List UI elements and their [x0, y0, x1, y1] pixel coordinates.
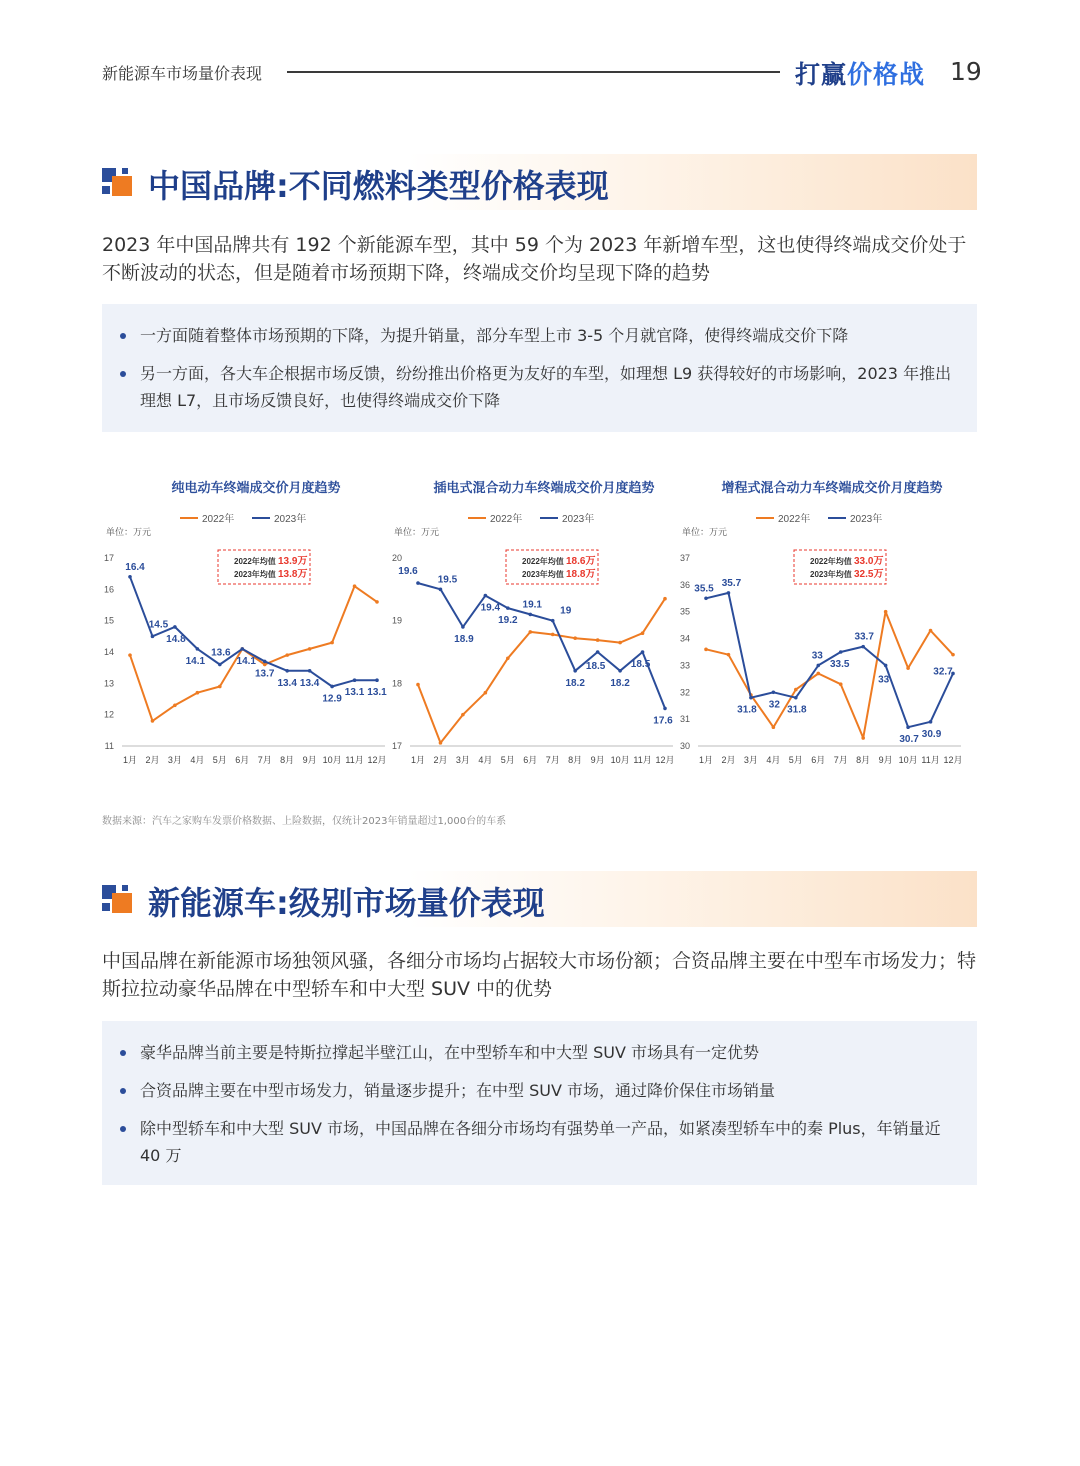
data-point-2023 [596, 650, 600, 654]
x-tick-label: 9月 [590, 755, 605, 765]
data-point-2022 [263, 663, 267, 667]
data-label-2023: 35.7 [721, 577, 742, 589]
x-tick-label: 7月 [257, 755, 272, 765]
data-point-2023 [906, 725, 910, 729]
brand-part1: 打赢 [795, 60, 848, 89]
data-label-2023: 14.5 [148, 619, 169, 631]
y-tick-label: 30 [679, 741, 690, 751]
bullet-item: 除中型轿车和中大型 SUV 市场，中国品牌在各细分市场均有强势单一产品，如紧凑型轿车中的秦 Plus，年销量近 40 万 [120, 1115, 960, 1169]
y-tick-label: 20 [391, 553, 402, 563]
data-point-2022 [573, 636, 577, 640]
data-point-2023 [330, 685, 334, 689]
x-tick-label: 2月 [145, 755, 160, 765]
bullet-item: 豪华品牌当前主要是特斯拉撑起半壁江山，在中型轿车和中大型 SUV 市场具有一定优势 [120, 1039, 960, 1066]
series-line-2022 [418, 599, 665, 743]
x-tick-label: 10月 [610, 755, 630, 765]
data-label-2023: 33.7 [854, 631, 874, 643]
average-label-2022: 2022年均值 [234, 557, 276, 566]
data-point-2023 [704, 596, 708, 600]
x-tick-label: 12月 [655, 755, 675, 765]
data-point-2022 [353, 584, 357, 588]
x-tick-label: 6月 [811, 755, 826, 765]
data-point-2022 [884, 610, 888, 614]
data-point-2022 [528, 630, 532, 634]
data-point-2022 [506, 656, 510, 660]
data-point-2023 [884, 664, 888, 668]
x-tick-label: 9月 [302, 755, 317, 765]
data-point-2023 [461, 625, 465, 629]
y-tick-label: 11 [104, 741, 114, 751]
average-label-2023: 2023年均值 [522, 570, 564, 579]
data-label-2023: 14.1 [236, 655, 257, 667]
data-point-2023 [929, 720, 933, 724]
section1-icon [102, 168, 132, 196]
average-label-2022: 2022年均值 [810, 557, 852, 566]
y-tick-label: 16 [103, 584, 114, 595]
data-point-2022 [929, 629, 933, 633]
y-tick-label: 35 [679, 606, 690, 617]
data-point-2022 [772, 725, 776, 729]
data-label-2023: 14.1 [185, 655, 206, 667]
x-tick-label: 3月 [455, 755, 470, 765]
data-label-2023: 30.9 [921, 728, 942, 740]
brand-part2: 价格战 [847, 60, 926, 89]
section2-icon [102, 885, 132, 913]
y-tick-label: 14 [103, 647, 114, 657]
chart-title: 增程式混合动力车终端成交价月度趋势 [721, 480, 943, 495]
data-point-2023 [772, 690, 776, 694]
data-point-2022 [416, 683, 420, 687]
data-point-2022 [727, 653, 731, 657]
legend-label-2023: 2023年 [274, 514, 307, 525]
average-value-2023: 32.5万 [854, 569, 884, 580]
data-point-2023 [573, 669, 577, 673]
data-point-2023 [506, 606, 510, 610]
data-label-2023: 13.6 [211, 647, 231, 659]
data-point-2023 [218, 663, 222, 667]
section1-title: 中国品牌:不同燃料类型价格表现 [148, 167, 609, 205]
data-point-2022 [196, 691, 200, 695]
data-label-2023: 32.7 [933, 666, 953, 678]
data-point-2022 [330, 641, 334, 645]
brand-logo [795, 55, 925, 91]
data-point-2023 [816, 664, 820, 668]
data-label-2023: 13.1 [344, 687, 365, 699]
unit-label: 单位：万元 [394, 527, 440, 537]
x-tick-label: 7月 [545, 755, 560, 765]
data-point-2023 [727, 591, 731, 595]
x-tick-label: 6月 [235, 755, 250, 765]
data-label-2023: 19.6 [398, 566, 418, 578]
x-tick-label: 6月 [523, 755, 538, 765]
section2-title: 新能源车:级别市场量价表现 [148, 884, 545, 922]
section1-paragraph: 2023 年中国品牌共有 192 个新能源车型，其中 59 个为 2023 年新增车型，这也使得终端成交价处于不断波动的状态，但是随着市场预期下降，终端成交价均呈现下降的趋势 [102, 234, 967, 284]
data-point-2023 [861, 645, 865, 649]
data-label-2023: 33 [811, 650, 823, 662]
x-tick-label: 4月 [478, 755, 493, 765]
data-label-2023: 18.5 [585, 661, 606, 672]
data-point-2023 [618, 669, 622, 673]
data-point-2022 [618, 641, 622, 645]
data-point-2022 [173, 703, 177, 707]
unit-label: 单位：万元 [106, 527, 152, 537]
y-tick-label: 31 [679, 714, 690, 725]
page-number: 19 [950, 57, 982, 86]
data-point-2022 [128, 653, 132, 657]
y-tick-label: 37 [679, 553, 690, 563]
y-tick-label: 12 [103, 709, 114, 720]
data-point-2022 [375, 600, 379, 604]
data-label-2023: 18.2 [565, 677, 585, 689]
y-tick-label: 18 [391, 678, 402, 689]
x-tick-label: 2月 [433, 755, 448, 765]
data-point-2022 [861, 736, 865, 740]
series-line-2023 [130, 577, 377, 687]
data-point-2023 [439, 588, 443, 592]
unit-label: 单位：万元 [682, 527, 728, 537]
data-label-2023: 19.4 [480, 602, 501, 614]
data-point-2023 [663, 707, 667, 711]
chart-title: 纯电动车终端成交价月度趋势 [171, 480, 341, 495]
data-point-2023 [551, 619, 555, 623]
data-point-2022 [285, 653, 289, 657]
x-tick-label: 3月 [743, 755, 758, 765]
chart-title: 插电式混合动力车终端成交价月度趋势 [433, 480, 655, 495]
average-label-2023: 2023年均值 [810, 570, 852, 579]
data-label-2023: 14.8 [166, 633, 186, 645]
x-tick-label: 11月 [345, 755, 364, 765]
data-label-2023: 32 [768, 699, 780, 711]
data-point-2023 [484, 594, 488, 598]
data-label-2023: 12.9 [322, 693, 342, 705]
data-point-2023 [128, 575, 132, 579]
data-label-2023: 17.6 [653, 715, 673, 727]
x-tick-label: 5月 [500, 755, 515, 765]
data-point-2023 [749, 696, 753, 700]
data-point-2023 [263, 660, 267, 664]
x-tick-label: 7月 [833, 755, 848, 765]
data-point-2022 [484, 691, 488, 695]
y-tick-label: 32 [679, 687, 690, 698]
x-tick-label: 10月 [898, 755, 918, 765]
x-tick-label: 5月 [212, 755, 227, 765]
bullet-item: 另一方面，各大车企根据市场反馈，纷纷推出价格更为友好的车型，如理想 L9 获得较好的市场影响，2023 年推出理想 L7，且市场反馈良好，也使得终端成交价下降 [120, 360, 960, 414]
series-line-2022 [706, 612, 953, 738]
x-tick-label: 8月 [856, 755, 871, 765]
data-point-2023 [151, 635, 155, 639]
x-tick-label: 1月 [122, 755, 138, 765]
y-tick-label: 17 [103, 553, 114, 563]
y-tick-label: 17 [391, 741, 402, 751]
data-label-2023: 19 [560, 605, 572, 617]
source-note: 数据来源：汽车之家购车发票价格数据、上险数据，仅统计2023年销量超过1,000台的车系 [102, 816, 507, 827]
average-value-2022: 18.6万 [566, 556, 596, 567]
data-point-2023 [416, 581, 420, 585]
x-tick-label: 4月 [190, 755, 205, 765]
data-point-2022 [951, 653, 955, 657]
data-label-2023: 13.4 [299, 677, 320, 689]
data-label-2023: 18.9 [454, 633, 474, 645]
data-label-2023: 30.7 [899, 734, 919, 746]
average-label-2023: 2023年均值 [234, 570, 276, 579]
data-point-2022 [461, 713, 465, 717]
bullet-item: 合资品牌主要在中型市场发力，销量逐步提升；在中型 SUV 市场，通过降价保住市场销量 [120, 1077, 960, 1104]
data-label-2023: 31.8 [737, 704, 757, 716]
average-value-2023: 13.8万 [278, 569, 308, 580]
data-point-2023 [641, 650, 645, 654]
legend-label-2022: 2022年 [778, 514, 811, 525]
average-label-2022: 2022年均值 [522, 557, 564, 566]
y-tick-label: 34 [679, 633, 690, 644]
header-divider [287, 71, 780, 73]
price-trend-charts [102, 470, 982, 780]
data-point-2023 [285, 669, 289, 673]
y-tick-label: 15 [103, 615, 114, 626]
data-point-2022 [816, 672, 820, 676]
data-point-2023 [173, 625, 177, 629]
x-tick-label: 9月 [878, 755, 893, 765]
header-title: 新能源车市场量价表现 [102, 64, 263, 83]
data-label-2023: 33 [878, 674, 890, 686]
section1-bullet-box [102, 304, 977, 432]
data-point-2023 [528, 613, 532, 617]
data-label-2023: 33.5 [829, 659, 850, 670]
section2-paragraph: 中国品牌在新能源市场独领风骚，各细分市场均占据较大市场份额；合资品牌主要在中型车市场发力；特斯拉拉动豪华品牌在中型轿车和中大型 SUV 中的优势 [102, 950, 977, 1000]
data-point-2022 [663, 597, 667, 601]
x-tick-label: 3月 [167, 755, 182, 765]
x-tick-label: 10月 [322, 755, 342, 765]
x-tick-label: 1月 [698, 755, 714, 765]
legend-label-2023: 2023年 [562, 514, 595, 525]
data-label-2023: 18.2 [610, 677, 630, 689]
data-point-2023 [240, 647, 244, 651]
x-tick-label: 12月 [367, 755, 387, 765]
data-point-2022 [794, 688, 798, 692]
x-tick-label: 8月 [568, 755, 583, 765]
data-point-2022 [551, 633, 555, 637]
data-label-2023: 13.4 [277, 677, 297, 689]
x-tick-label: 1月 [410, 755, 426, 765]
data-label-2023: 19.1 [522, 599, 543, 611]
data-label-2023: 19.2 [498, 615, 518, 627]
y-tick-label: 36 [679, 579, 690, 590]
data-point-2023 [794, 696, 798, 700]
legend-label-2022: 2022年 [490, 514, 523, 525]
x-tick-label: 11月 [633, 755, 652, 765]
y-tick-label: 19 [391, 615, 402, 626]
data-point-2022 [439, 741, 443, 745]
data-point-2023 [308, 669, 312, 673]
x-tick-label: 4月 [766, 755, 781, 765]
data-label-2023: 13.1 [367, 687, 387, 699]
data-label-2023: 16.4 [125, 561, 145, 573]
section2-bullet-box [102, 1021, 977, 1185]
average-value-2022: 33.0万 [854, 556, 884, 567]
data-point-2023 [196, 647, 200, 651]
data-label-2023: 19.5 [437, 574, 458, 586]
bullet-item: 一方面随着整体市场预期的下降，为提升销量，部分车型上市 3-5 个月就官降，使得终端成交价下降 [120, 322, 960, 349]
data-point-2023 [839, 650, 843, 654]
average-value-2023: 18.8万 [566, 569, 596, 580]
x-tick-label: 11月 [921, 755, 940, 765]
y-tick-label: 13 [103, 678, 114, 689]
data-point-2023 [353, 678, 357, 682]
x-tick-label: 8月 [280, 755, 295, 765]
x-tick-label: 12月 [943, 755, 963, 765]
data-point-2022 [218, 685, 222, 689]
average-value-2022: 13.9万 [278, 556, 308, 567]
data-label-2023: 18.5 [630, 659, 651, 670]
data-point-2022 [906, 666, 910, 670]
data-point-2022 [308, 647, 312, 651]
data-point-2022 [704, 648, 708, 652]
data-point-2022 [596, 638, 600, 642]
data-point-2023 [375, 678, 379, 682]
data-point-2022 [151, 719, 155, 723]
data-label-2023: 35.5 [694, 583, 714, 595]
data-label-2023: 13.7 [254, 668, 275, 680]
y-tick-label: 33 [679, 660, 690, 671]
legend-label-2023: 2023年 [850, 514, 883, 525]
data-point-2022 [641, 631, 645, 635]
data-label-2023: 31.8 [787, 704, 807, 716]
data-point-2022 [839, 682, 843, 686]
legend-label-2022: 2022年 [202, 514, 235, 525]
x-tick-label: 5月 [788, 755, 803, 765]
x-tick-label: 2月 [721, 755, 736, 765]
